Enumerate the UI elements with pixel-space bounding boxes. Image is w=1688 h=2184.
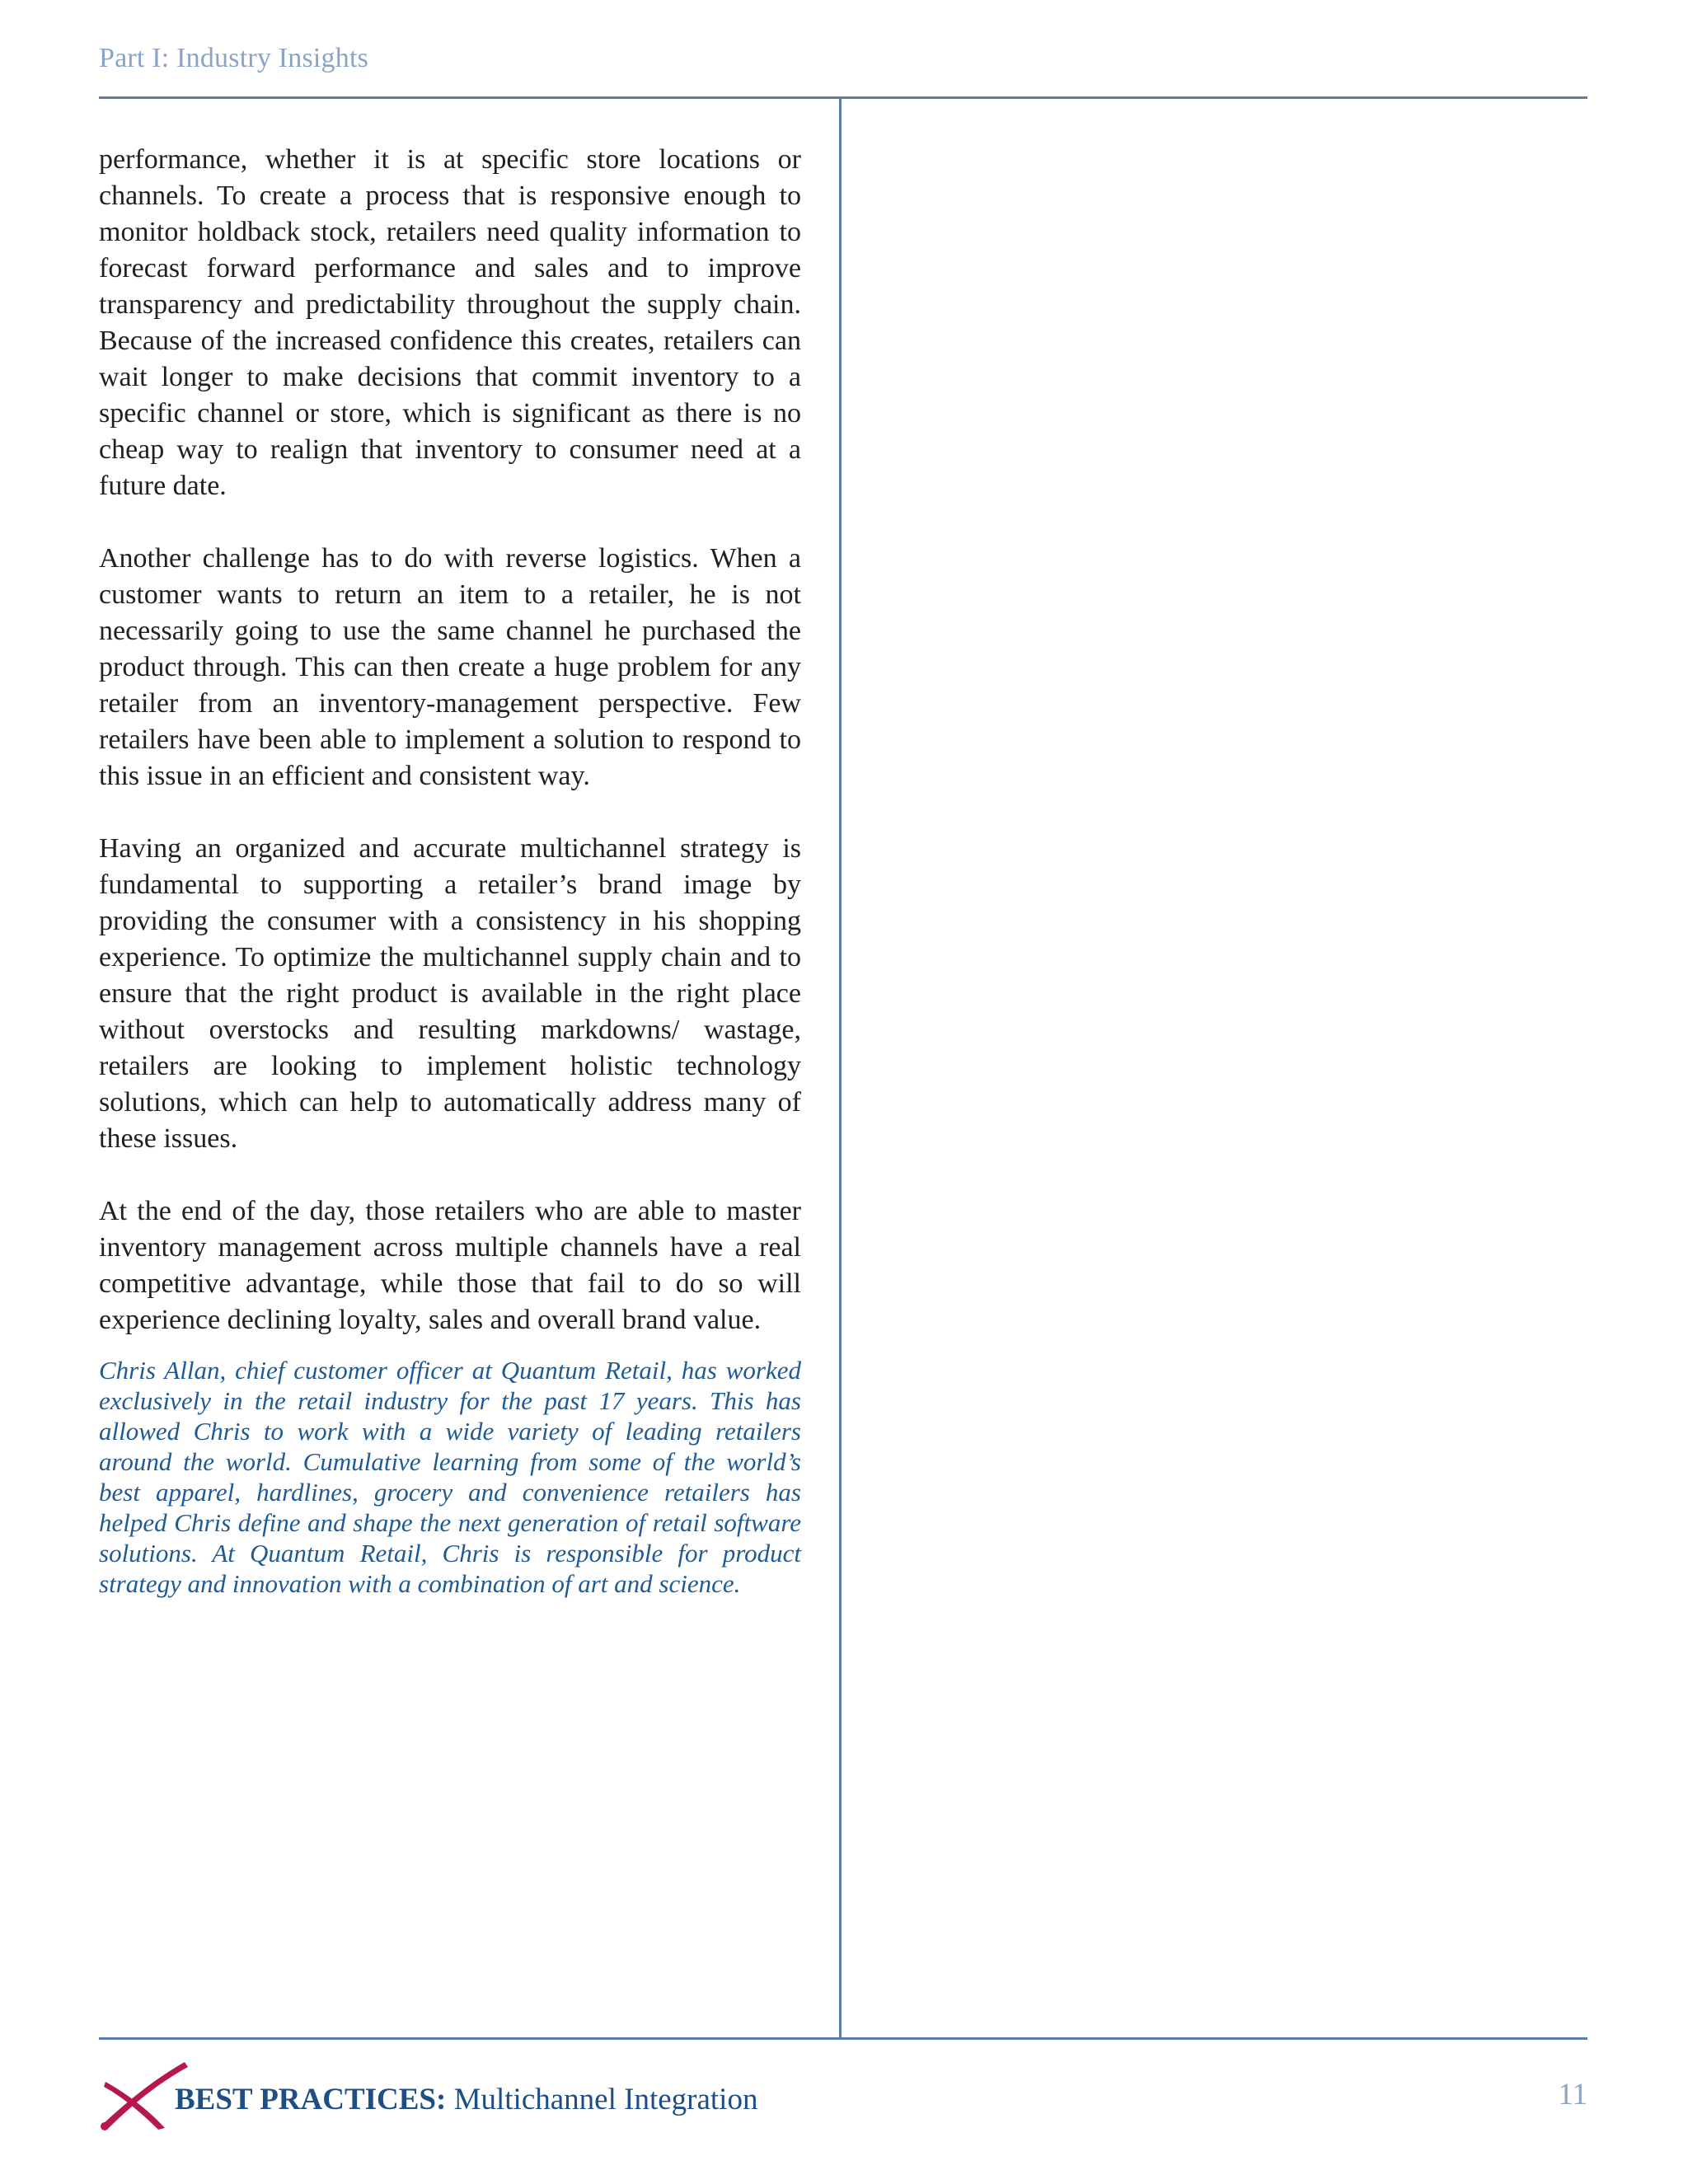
body-paragraph: Having an organized and accurate multichannel strategy is fundamental to supporting a retailer’s brand image by providing the consumer with a consistency in his shopping experience. To optimize the multichannel supply chain and to ensure that the right product is available in the right place without overstocks and resulting markdowns/ wastage, retailers are looking to implement holistic technology solutions, which can help to automatically address many of these issues.: [99, 833, 801, 1154]
page-number: 11: [1558, 2078, 1587, 2111]
page-footer: [99, 2057, 1587, 2131]
footer-series-title: Multichannel Integration: [453, 2083, 758, 2116]
footer-rule: [99, 2037, 1587, 2040]
header-rule: [99, 96, 1587, 99]
body-paragraph: At the end of the day, those retailers who are able to master inventory management across multiple channels have a real competitive advantage, while those that fail to do so will experience declining loyalty, sales and overall brand value.: [99, 1196, 801, 1335]
main-column: [99, 142, 801, 1599]
body-paragraph: performance, whether it is at specific store locations or channels. To create a process that is responsive enough to monitor holdback stock, retailers need quality information to forecast forward performance and sales and to improve transparency and predictability throughout the supply chain. Because of the increased confidence this creates, retailers can wait longer to make decisions that commit inventory to a specific channel or store, which is significant as there is no cheap way to realign that inventory to consumer need at a future date.: [99, 144, 801, 501]
column-divider: [839, 97, 842, 2038]
body-paragraph: Another challenge has to do with reverse logistics. When a customer wants to return an item to a retailer, he is not necessarily going to use the same channel he purchased the product through. This can then create a huge problem for any retailer from an inventory-management perspective. Few retailers have been able to implement a solution to respond to this issue in an efficient and consistent way.: [99, 543, 801, 791]
author-bio: Chris Allan, chief customer officer at Quantum Retail, has worked exclusively in the retail industry for the past 17 years. This has allowed Chris to work with a wide variety of leading retailers around the world. Cumulative learning from some of the world’s best apparel, hardlines, grocery and convenience retailers has helped Chris define and shape the next generation of retail software solutions. At Quantum Retail, Chris is responsible for product strategy and innovation with a combination of art and science.: [99, 1356, 801, 1598]
footer-title: [175, 2082, 757, 2117]
footer-series-label: BEST PRACTICES:: [175, 2083, 447, 2116]
running-head: Part I: Industry Insights: [99, 43, 369, 73]
